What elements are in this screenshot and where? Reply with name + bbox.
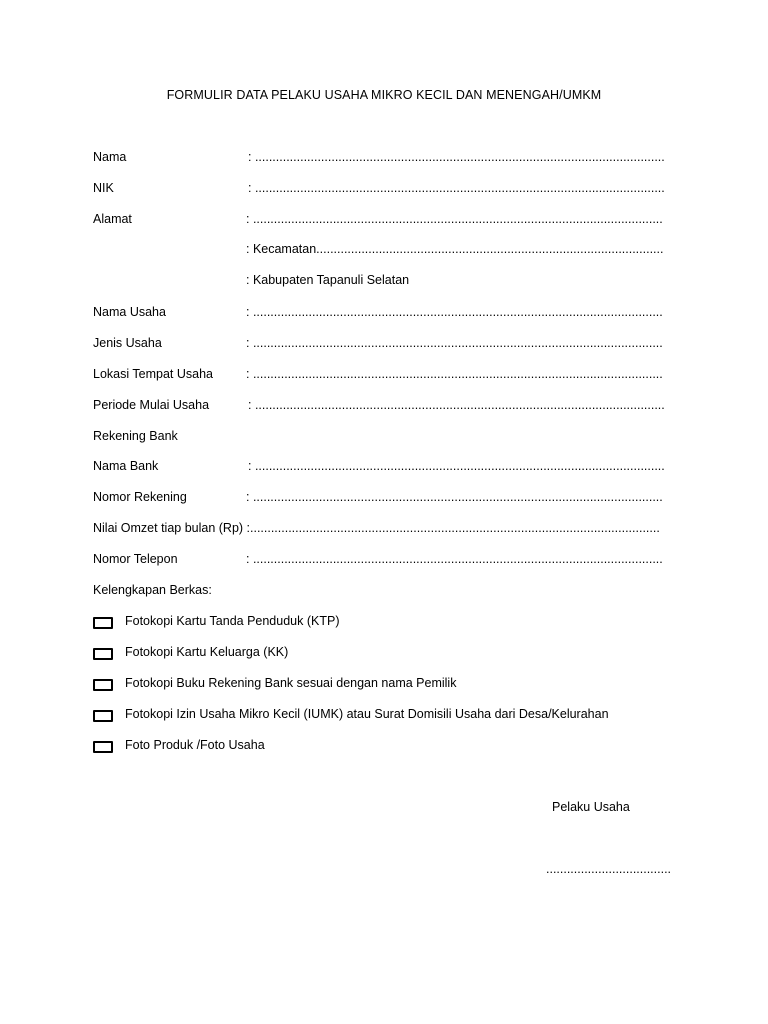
field-value-line[interactable]: : ...................................................................................................................... [248,150,665,164]
field-label: Alamat [93,212,132,226]
signature-line[interactable]: .................................... [546,862,672,876]
field-omzet [93,521,673,539]
checklist-item [93,645,693,663]
field-nama [93,150,673,168]
checklist-label: Fotokopi Kartu Keluarga (KK) [125,645,289,659]
checkbox[interactable] [93,710,113,722]
checkbox[interactable] [93,679,113,691]
field-nik [93,181,673,199]
field-label: Nomor Telepon [93,552,178,566]
checklist-item [93,676,693,694]
form-title: FORMULIR DATA PELAKU USAHA MIKRO KECIL DAN MENENGAH/UMKM [166,88,602,102]
field-value-line[interactable]: : ...................................................................................................................... [246,490,663,504]
field-nomor-rekening [93,490,673,508]
checklist-item [93,738,693,756]
checklist-label: Foto Produk /Foto Usaha [125,738,265,752]
field-value-line[interactable]: : ...................................................................................................................... [246,367,663,381]
field-label: Periode Mulai Usaha [93,398,210,412]
field-value-line[interactable]: : ...................................................................................................................... [246,305,663,319]
field-value-line[interactable]: : ...................................................................................................................... [248,398,665,412]
field-value-line[interactable]: : ...................................................................................................................... [246,212,663,226]
field-nomor-telepon [93,552,673,570]
signature-label: Pelaku Usaha [552,800,630,814]
checklist-item [93,614,693,632]
field-value-line[interactable]: : ...................................................................................................................... [248,459,665,473]
field-kecamatan [93,242,673,260]
section-label: Rekening Bank [93,429,178,443]
field-value-line[interactable]: : ...................................................................................................................... [248,181,665,195]
field-label: Jenis Usaha [93,336,162,350]
field-lokasi-usaha [93,367,673,385]
field-label: NIK [93,181,114,195]
field-label: Lokasi Tempat Usaha [93,367,213,381]
field-nama-bank [93,459,673,477]
field-alamat [93,212,673,230]
field-kabupaten [93,273,673,291]
checklist-label: Fotokopi Izin Usaha Mikro Kecil (IUMK) atau Surat Domisili Usaha dari Desa/Kelurahan [125,707,609,721]
checkbox[interactable] [93,648,113,660]
field-nama-usaha [93,305,673,323]
field-static-value: : Kabupaten Tapanuli Selatan [246,273,410,287]
kelengkapan-heading [93,583,673,601]
field-label: Nomor Rekening [93,490,187,504]
field-value-line[interactable]: : ...................................................................................................................... [246,336,663,350]
field-label: Nama [93,150,127,164]
checklist-label: Fotokopi Buku Rekening Bank sesuai dengan nama Pemilik [125,676,457,690]
field-value-line[interactable]: : Kecamatan.................................................................................................... [246,242,664,256]
section-label: Kelengkapan Berkas: [93,583,212,597]
field-value-line[interactable]: : ...................................................................................................................... [246,552,663,566]
field-periode-usaha [93,398,673,416]
field-label: Nama Bank [93,459,159,473]
field-value-line[interactable]: Nilai Omzet tiap bulan (Rp) :...................................................................................................................... [93,521,660,535]
checkbox[interactable] [93,741,113,753]
checkbox[interactable] [93,617,113,629]
checklist-item [93,707,693,725]
field-label: Nama Usaha [93,305,166,319]
field-rekening-bank [93,429,673,447]
checklist-label: Fotokopi Kartu Tanda Penduduk (KTP) [125,614,340,628]
field-jenis-usaha [93,336,673,354]
